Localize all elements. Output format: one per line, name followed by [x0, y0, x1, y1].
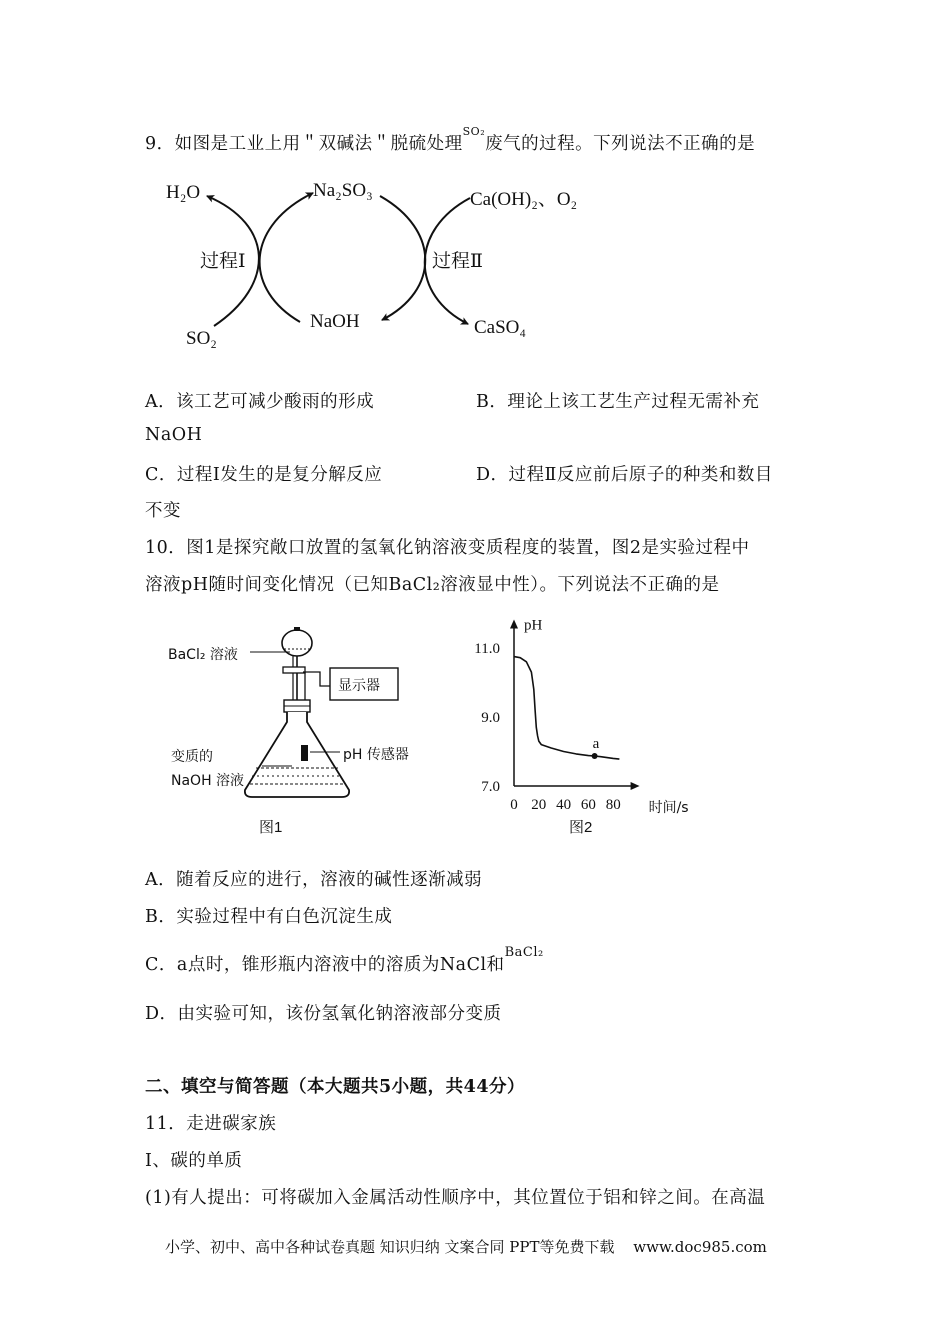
q9-option-b: B．理论上该工艺生产过程无需补充: [476, 392, 760, 412]
q10-option-b: B．实验过程中有白色沉淀生成: [145, 907, 393, 927]
q9-option-c: C．过程Ⅰ发生的是复分解反应: [145, 465, 383, 485]
x-tick-label: 60: [580, 797, 596, 813]
figure2-caption: 图2: [569, 819, 593, 836]
naoh-solution-label: NaOH 溶液: [171, 773, 245, 789]
q10-stem-line1: 10．图1是探究敞口放置的氢氧化钠溶液变质程度的装置，图2是实验过程中: [145, 538, 750, 558]
x-tick-label: 0: [510, 797, 518, 813]
bacl2-solution-label: BaCl₂ 溶液: [168, 647, 238, 663]
y-axis-arrow: [510, 620, 518, 629]
display-label: 显示器: [338, 678, 380, 694]
so2-label: SO₂: [186, 328, 217, 349]
q9-option-a: A．该工艺可减少酸雨的形成: [145, 392, 375, 412]
q9-option-d-cont: 不变: [145, 501, 181, 521]
x-axis-arrow: [631, 782, 640, 790]
q9-stem-part2: 废气的过程。下列说法不正确的是: [485, 134, 756, 154]
footer-url[interactable]: www.doc985.com: [633, 1238, 767, 1256]
footer-text: 小学、初中、高中各种试卷真题 知识归纳 文案合同 PPT等免费下载: [165, 1238, 615, 1256]
process2-label: 过程Ⅱ: [432, 251, 483, 272]
caso4-label: CaSO₄: [474, 317, 527, 338]
x-axis-label: 时间/s: [648, 800, 689, 816]
ph-curve: [514, 657, 619, 760]
h2o-label: H₂O: [166, 182, 201, 203]
point-a-marker: [592, 753, 598, 759]
process1-label: 过程Ⅰ: [200, 251, 246, 272]
y-axis-label: pH: [524, 617, 543, 634]
naoh-label: NaOH: [310, 311, 360, 332]
carbon-elements-subheading: Ⅰ、碳的单质: [145, 1151, 243, 1171]
section2-heading: 二、填空与简答题（本大题共5小题，共44分）: [145, 1077, 526, 1097]
so2-formula: SO₂: [462, 125, 486, 138]
footer: [165, 1236, 767, 1257]
q10-option-d: D．由实验可知，该份氢氧化钠溶液部分变质: [145, 1004, 502, 1024]
deteriorated-label: 变质的: [171, 749, 213, 765]
y-tick-label: 7.0: [481, 779, 500, 795]
q10-option-c-text: C．a点时，锥形瓶内溶液中的溶质为NaCl和: [145, 955, 505, 975]
caoh2-o2-label: Ca(OH)₂、O₂: [470, 189, 578, 210]
bacl2-formula: BaCl₂: [504, 945, 544, 960]
point-a-label: a: [592, 735, 600, 752]
q10-option-a: A．随着反应的进行，溶液的碱性逐渐减弱: [145, 870, 483, 890]
q11-part1: (1)有人提出：可将碳加入金属活动性顺序中，其位置位于铝和锌之间。在高温: [145, 1188, 766, 1208]
y-tick-label: 11.0: [474, 641, 500, 657]
y-tick-label: 9.0: [481, 710, 500, 726]
ph-sensor-label: pH 传感器: [343, 747, 409, 763]
x-tick-label: 80: [605, 797, 621, 813]
figure1-caption: 图1: [259, 819, 283, 836]
q11-title: 11．走进碳家族: [145, 1114, 277, 1134]
x-tick-label: 40: [556, 797, 572, 813]
q9-option-b-cont: NaOH: [145, 425, 203, 445]
q9-stem-part1: 9．如图是工业上用＂双碱法＂脱硫处理: [145, 134, 463, 154]
x-tick-label: 20: [531, 797, 547, 813]
na2so3-label: Na₂SO₃: [313, 180, 373, 201]
q10-option-c: [145, 945, 544, 976]
q9-option-d: D．过程Ⅱ反应前后原子的种类和数目: [476, 465, 773, 485]
q10-stem-line2: 溶液pH随时间变化情况（已知BaCl₂溶液显中性）。下列说法不正确的是: [145, 575, 720, 595]
